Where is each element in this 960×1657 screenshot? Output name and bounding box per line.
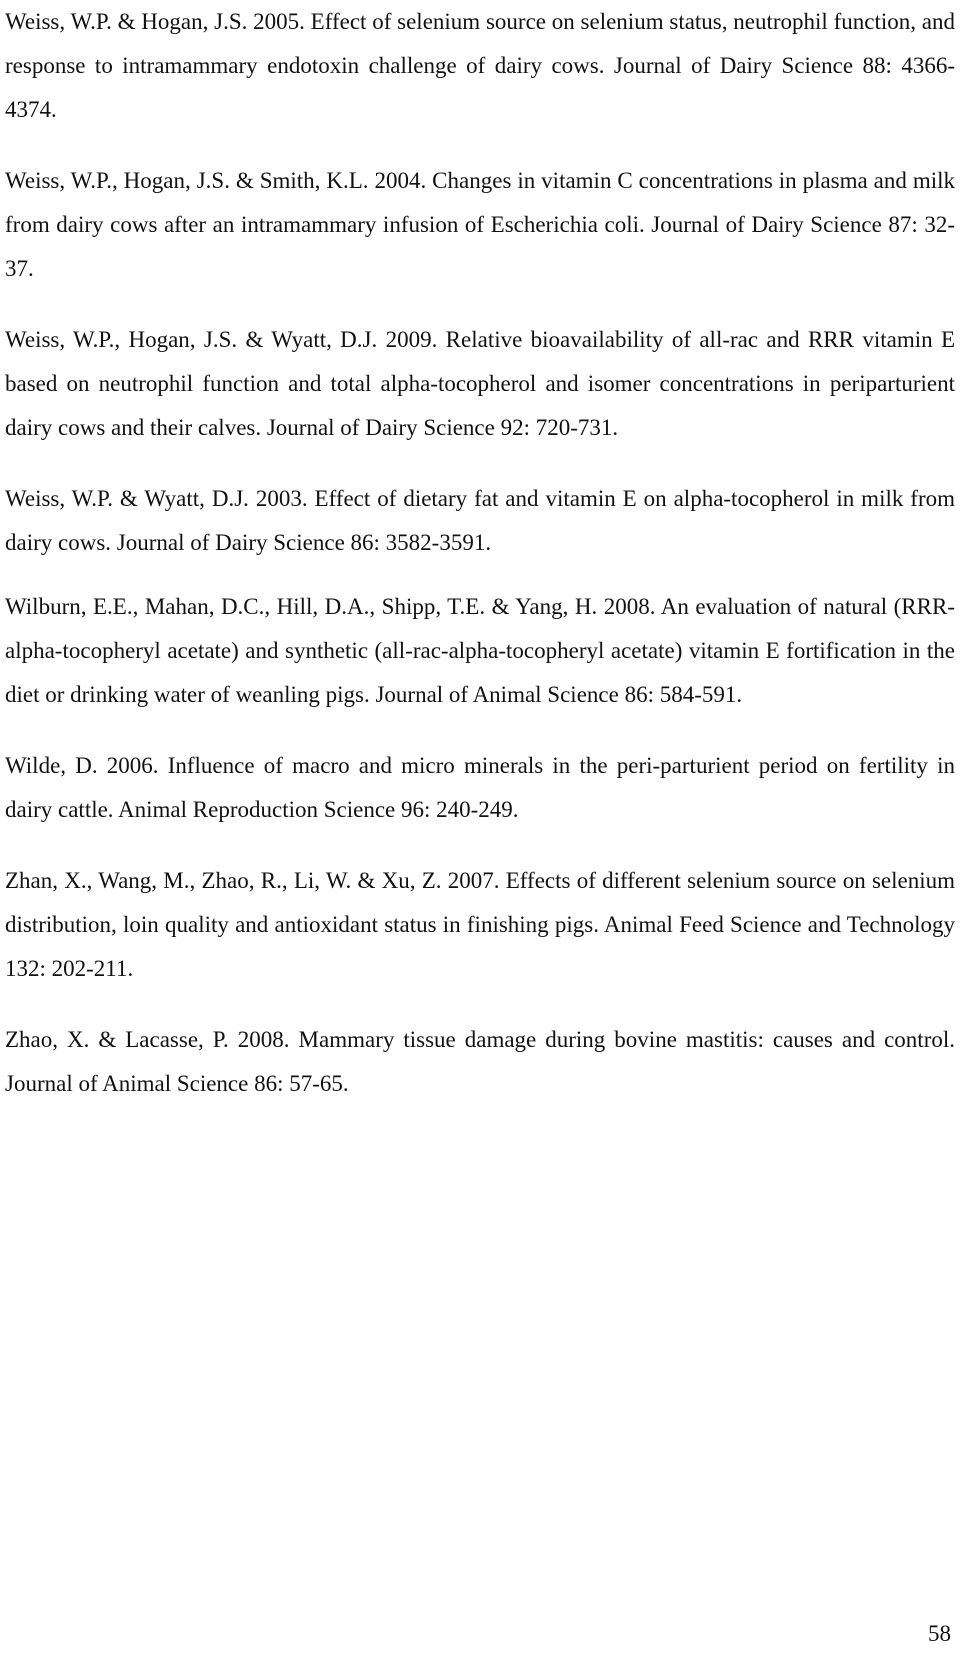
reference-entry: Wilde, D. 2006. Influence of macro and micro minerals in the peri-parturient period on fertility in dairy cattle. Animal Reproduction Science 96: 240-249. (5, 753, 955, 822)
reference-entry: Weiss, W.P. & Hogan, J.S. 2005. Effect of selenium source on selenium status, neutrophil function, and response to intramammary endotoxin challenge of dairy cows. Journal of Dairy Science 88: 4366-4374. (5, 9, 955, 122)
reference-entry: Wilburn, E.E., Mahan, D.C., Hill, D.A., Shipp, T.E. & Yang, H. 2008. An evaluation of natural (RRR-alpha-tocopheryl acetate) and synthetic (all-rac-alpha-tocopheryl acetate) vitamin E fortification in the diet or drinking water of weanling pigs. Journal of Animal Science 86: 584-591. (5, 594, 955, 707)
reference-entry: Zhao, X. & Lacasse, P. 2008. Mammary tissue damage during bovine mastitis: causes and control. Journal of Animal Science 86: 57-65. (5, 1027, 955, 1096)
reference-entry: Zhan, X., Wang, M., Zhao, R., Li, W. & Xu, Z. 2007. Effects of different selenium source on selenium distribution, loin quality and antioxidant status in finishing pigs. Animal Feed Science and Technology 132: 202-211. (5, 868, 955, 981)
reference-entry: Weiss, W.P., Hogan, J.S. & Wyatt, D.J. 2009. Relative bioavailability of all-rac and RRR vitamin E based on neutrophil function and total alpha-tocopherol and isomer concentrations in periparturient dairy cows and their calves. Journal of Dairy Science 92: 720-731. (5, 327, 955, 440)
page-number: 58 (928, 1621, 951, 1646)
reference-list (5, 0, 955, 1133)
reference-entry: Weiss, W.P. & Wyatt, D.J. 2003. Effect of dietary fat and vitamin E on alpha-tocopherol in milk from dairy cows. Journal of Dairy Science 86: 3582-3591. (5, 486, 955, 555)
reference-entry: Weiss, W.P., Hogan, J.S. & Smith, K.L. 2004. Changes in vitamin C concentrations in plasma and milk from dairy cows after an intramammary infusion of Escherichia coli. Journal of Dairy Science 87: 32-37. (5, 168, 955, 281)
